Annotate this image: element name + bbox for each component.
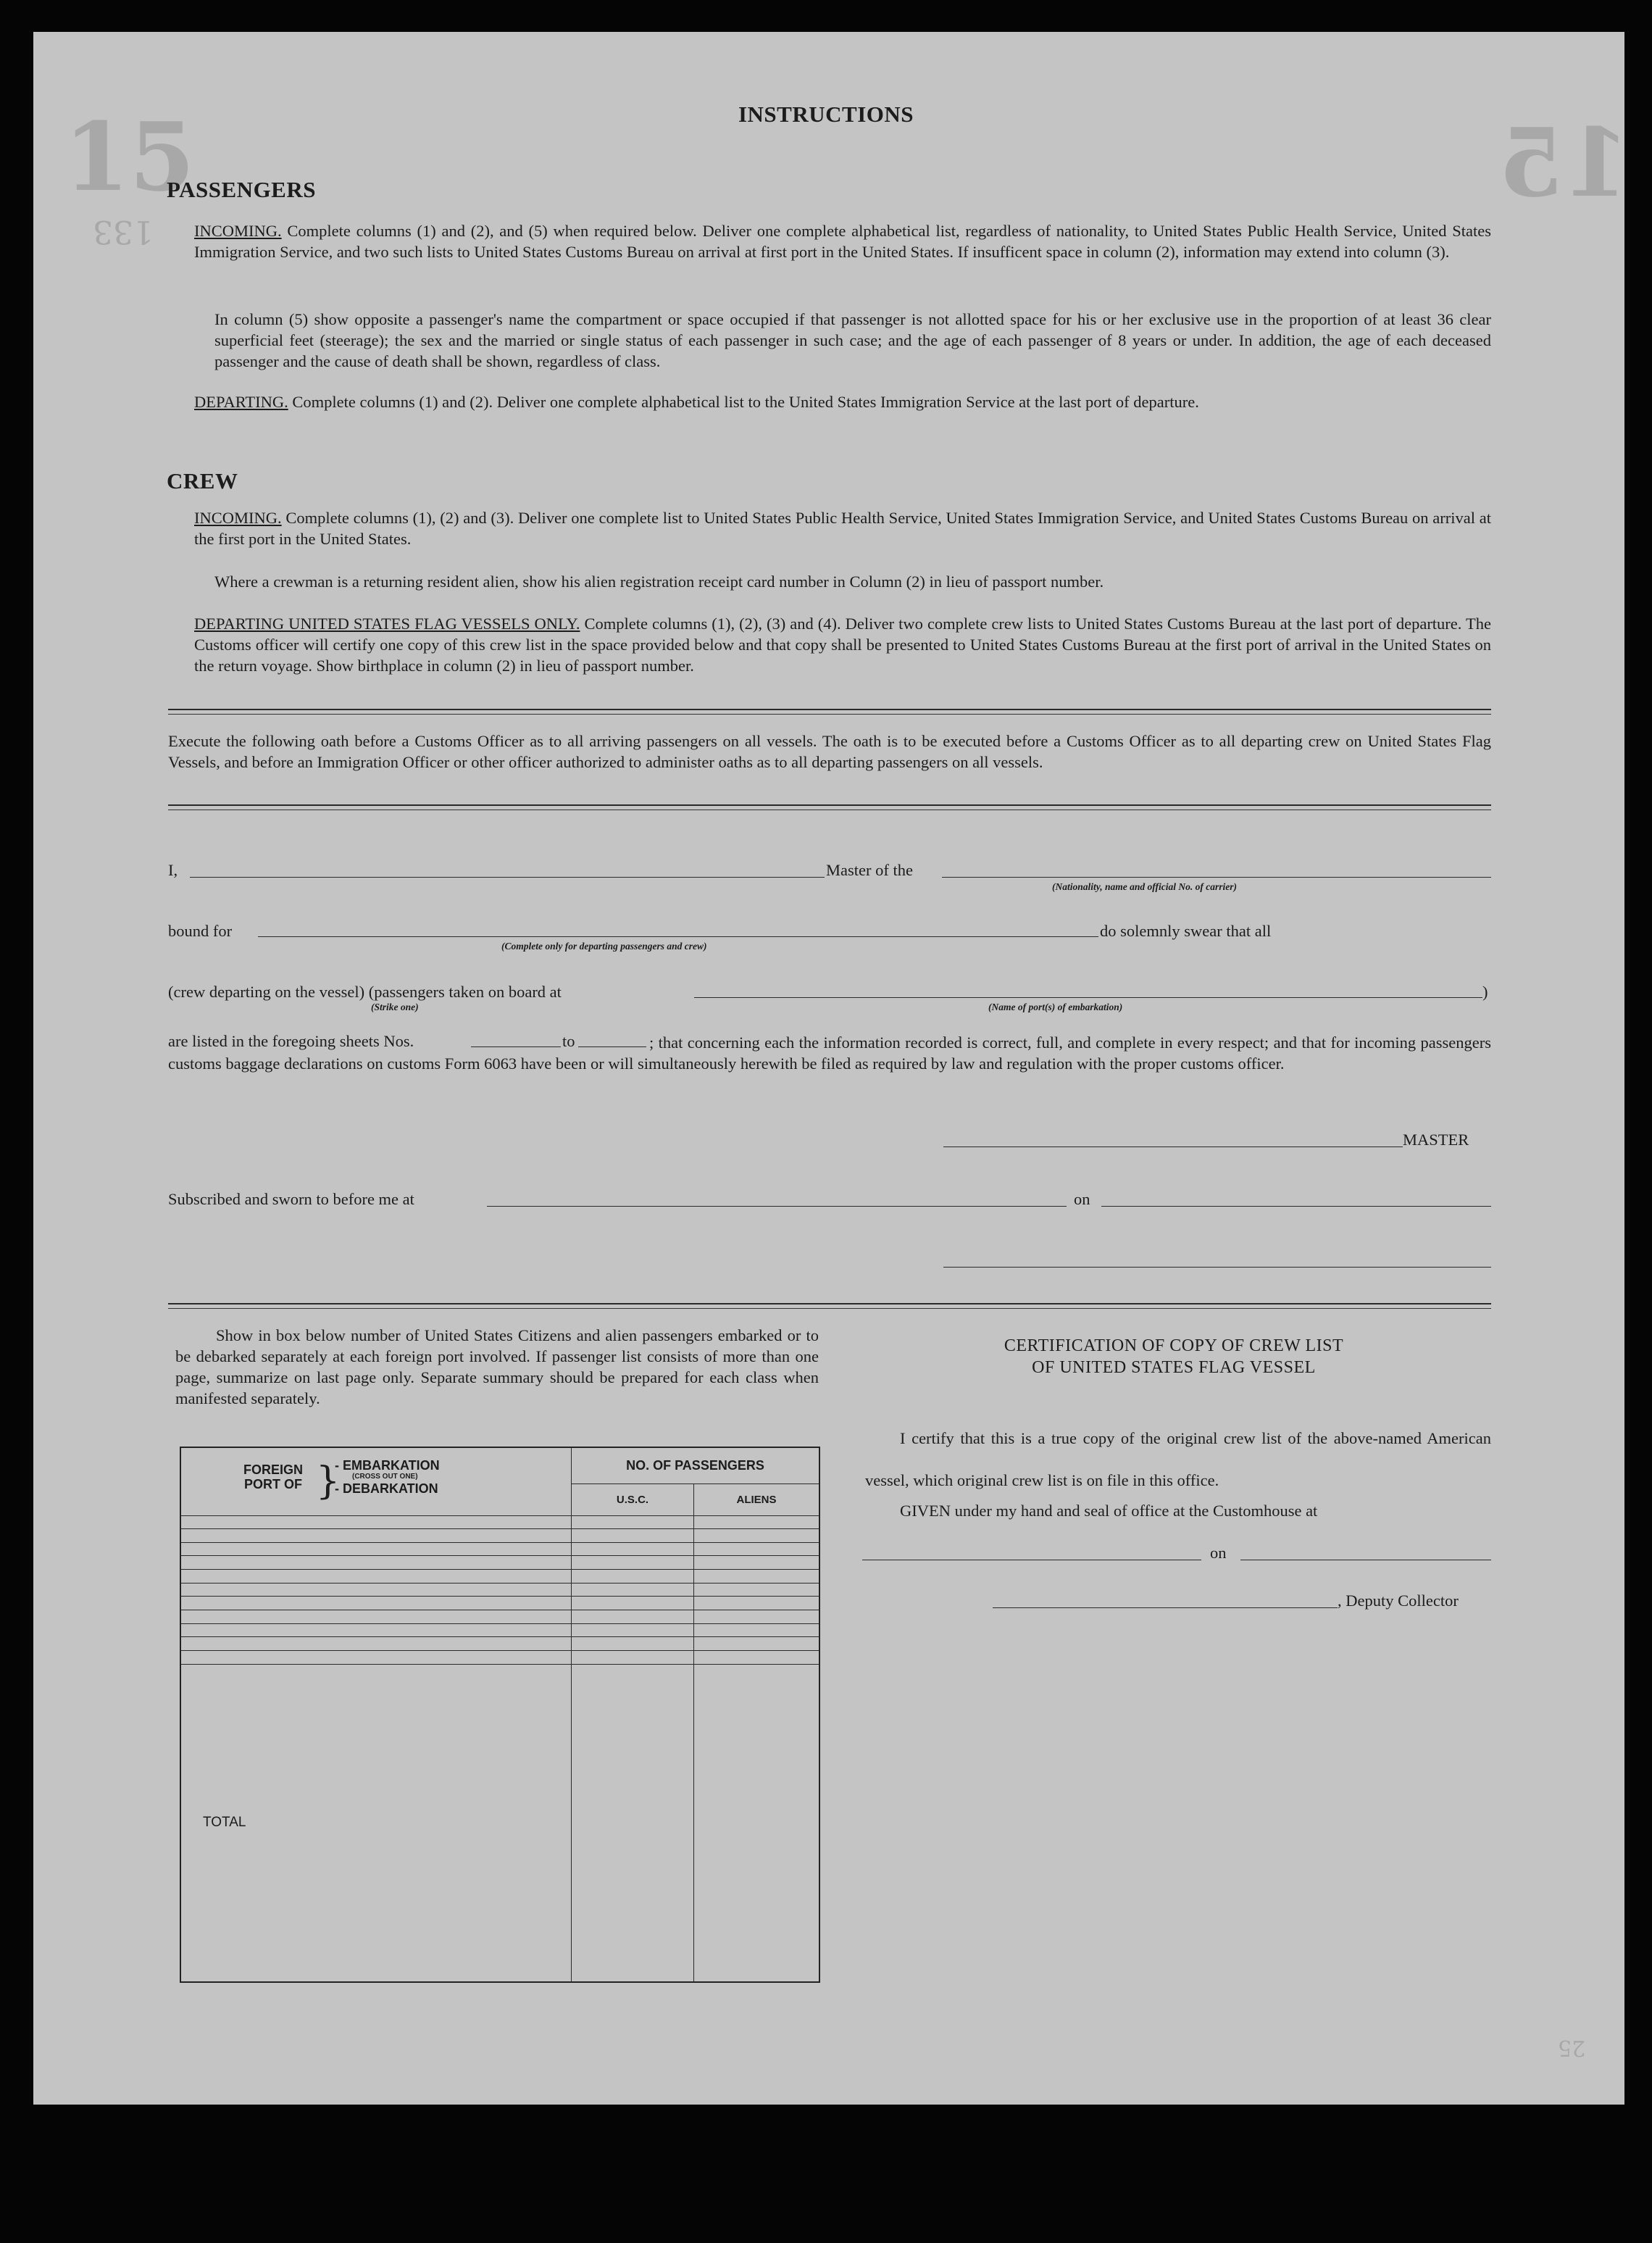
table-row	[180, 1637, 819, 1651]
aliens-cell[interactable]	[694, 1529, 820, 1543]
usc-cell[interactable]	[572, 1637, 694, 1651]
port-cell[interactable]	[180, 1623, 572, 1637]
usc-cell[interactable]	[572, 1556, 694, 1570]
port-cell[interactable]	[180, 1583, 572, 1597]
page-title: INSTRUCTIONS	[738, 101, 914, 127]
passengers-incoming-text: Complete columns (1) and (2), and (5) when required below. Deliver one complete alphabetical list, regardless of nationality, to United States Public Health Service, United States Immigration Service, and two such lists to United States Customs Bureau on arrival at first port in the United States. If insufficent space in column (2), information may extend into column (3).	[194, 222, 1492, 261]
port-cell[interactable]	[180, 1529, 572, 1543]
aliens-cell[interactable]	[694, 1623, 820, 1637]
usc-cell[interactable]	[572, 1542, 694, 1556]
crew-resident-paragraph: Where a crewman is a returning resident alien, show his alien registration receipt card number in Column (2) in lieu of passport number.	[214, 573, 1104, 591]
divider-rule	[168, 1308, 1491, 1309]
port-cell[interactable]	[180, 1610, 572, 1624]
deputy-collector-label: , Deputy Collector	[1338, 1591, 1459, 1610]
oath-listed-to: to	[562, 1032, 575, 1050]
aliens-cell[interactable]	[694, 1651, 820, 1665]
oath-i-label: I,	[168, 861, 178, 879]
certification-given-text: GIVEN under my hand and seal of office at the Customhouse at	[900, 1502, 1318, 1520]
subscribed-date-field[interactable]	[1101, 1206, 1491, 1207]
usc-header: U.S.C.	[572, 1483, 694, 1515]
table-row	[180, 1542, 819, 1556]
usc-cell[interactable]	[572, 1529, 694, 1543]
aliens-cell[interactable]	[694, 1515, 820, 1529]
subscribed-label: Subscribed and sworn to before me at	[168, 1190, 414, 1208]
divider-rule	[168, 709, 1491, 710]
divider-rule	[168, 714, 1491, 715]
oath-listed-prefix: are listed in the foregoing sheets Nos.	[168, 1032, 414, 1050]
foreign-port-header	[180, 1447, 572, 1515]
bleed-through-left-number: 15	[64, 101, 195, 212]
crew-departing-paragraph	[194, 613, 1491, 676]
oath-listed-paragraph	[168, 1032, 1491, 1074]
passenger-summary-table	[180, 1447, 820, 1983]
passengers-departing-text: Complete columns (1) and (2). Deliver one complete alphabetical list to the United States Immigration Service at the last port of departure.	[292, 393, 1199, 411]
embarkation-label: - EMBARKATION	[335, 1458, 440, 1473]
bleed-through-side-number: 133	[93, 213, 154, 250]
certification-on-label: on	[1210, 1544, 1227, 1562]
oath-swear-label: do solemnly swear that all	[1100, 922, 1272, 940]
bleed-through-corner-number: 25	[1558, 2035, 1586, 2060]
cross-out-hint: (CROSS OUT ONE)	[352, 1473, 418, 1481]
debarkation-label: - DEBARKATION	[335, 1481, 438, 1496]
oath-master-of-label: Master of the	[826, 861, 913, 879]
certification-heading-line2: OF UNITED STATES FLAG VESSEL	[1032, 1358, 1316, 1377]
oath-close-paren: )	[1482, 983, 1488, 1001]
oath-intro-paragraph: Execute the following oath before a Customs Officer as to all arriving passengers on all vessels. The oath is to be executed before a Customs Officer as to all departing crew on United States Flag Vessels, and before an Immigration Officer or other officer authorized to administer oaths as to all departing passengers on all vessels.	[168, 732, 1491, 771]
table-row	[180, 1556, 819, 1570]
certification-certify-text: I certify that this is a true copy of the original crew list of the above-named American vessel, which original crew list is on file in this office.	[865, 1429, 1491, 1489]
bound-for-hint: (Complete only for departing passengers and crew)	[501, 941, 707, 952]
usc-cell[interactable]	[572, 1583, 694, 1597]
carrier-hint: (Nationality, name and official No. of carrier)	[1052, 881, 1237, 892]
passengers-departing-paragraph	[194, 391, 1491, 412]
subscribed-on-label: on	[1074, 1190, 1090, 1208]
certification-heading	[869, 1335, 1478, 1378]
aliens-cell[interactable]	[694, 1583, 820, 1597]
total-label: TOTAL	[180, 1664, 572, 1982]
crew-departing-label: DEPARTING UNITED STATES FLAG VESSELS ONLY.	[194, 615, 580, 633]
summary-instructions: Show in box below number of United States Citizens and alien passengers embarked or to be debarked separately at each foreign port involved. If passenger list consists of more than one page, summarize on last page only. Separate summary should be prepared for each class when manifested separately.	[175, 1326, 819, 1407]
master-signature-label: MASTER	[1403, 1131, 1469, 1149]
subscribed-place-field[interactable]	[487, 1206, 1067, 1207]
usc-cell[interactable]	[572, 1515, 694, 1529]
table-row	[180, 1529, 819, 1543]
crew-incoming-label: INCOMING.	[194, 509, 282, 527]
port-cell[interactable]	[180, 1651, 572, 1665]
table-row	[180, 1610, 819, 1624]
port-cell[interactable]	[180, 1556, 572, 1570]
passengers-heading: PASSENGERS	[167, 177, 316, 202]
crew-heading: CREW	[167, 468, 238, 494]
aliens-header: ALIENS	[694, 1483, 820, 1515]
table-row	[180, 1651, 819, 1665]
crew-incoming-text: Complete columns (1), (2) and (3). Deliver one complete list to United States Public Health Service, United States Immigration Service, and United States Customs Bureau on arrival at the first port in the United States.	[194, 509, 1491, 548]
officer-signature-field[interactable]	[943, 1267, 1491, 1268]
crew-departing-text: Complete columns (1), (2), (3) and (4). Deliver two complete crew lists to United States Customs Bureau at the last port of departure. The Customs officer will certify one copy of this crew list in the space provided below and that copy shall be presented to United States Customs Bureau at the first port of arrival in the United States on the return voyage. Show birthplace in column (2) in lieu of passport number.	[194, 615, 1492, 675]
carrier-field[interactable]	[942, 877, 1491, 878]
port-cell[interactable]	[180, 1637, 572, 1651]
usc-cell[interactable]	[572, 1623, 694, 1637]
foreign-port-label: FOREIGN PORT OF	[243, 1462, 303, 1491]
aliens-cell[interactable]	[694, 1570, 820, 1584]
total-row	[180, 1664, 819, 1982]
port-cell[interactable]	[180, 1515, 572, 1529]
port-cell[interactable]	[180, 1542, 572, 1556]
aliens-cell[interactable]	[694, 1556, 820, 1570]
crew-incoming-paragraph	[194, 507, 1491, 549]
deputy-signature-field[interactable]	[993, 1607, 1338, 1608]
port-hint: (Name of port(s) of embarkation)	[988, 1002, 1123, 1012]
port-cell[interactable]	[180, 1570, 572, 1584]
table-row	[180, 1570, 819, 1584]
aliens-cell[interactable]	[694, 1610, 820, 1624]
oath-listed-text: ; that concerning each the information recorded is correct, full, and complete in every respect; and that for incoming passengers customs baggage declarations on customs Form 6063 have been or will simultaneously herewith be filed as required by law and regulation with the proper customs officer.	[168, 1033, 1491, 1073]
passengers-column5-paragraph: In column (5) show opposite a passenger's name the compartment or space occupied if that passenger is not allotted space for his or her exclusive use in the proportion of at least 36 clear superficial feet (steerage); the sex and the married or single status of each passenger in such case; and the age of each passenger of 8 years or under. In addition, the age of each deceased passenger and the cause of death shall be shown, regardless of class.	[214, 310, 1491, 370]
usc-cell[interactable]	[572, 1570, 694, 1584]
oath-crew-passengers-label: (crew departing on the vessel) (passengers taken on board at	[168, 983, 562, 1001]
certification-heading-line1: CERTIFICATION OF COPY OF CREW LIST	[1004, 1336, 1344, 1355]
master-name-field[interactable]	[190, 877, 825, 878]
table-row	[180, 1623, 819, 1637]
divider-rule	[168, 1303, 1491, 1304]
embarkation-port-field[interactable]	[694, 997, 1482, 998]
passengers-incoming-paragraph	[194, 220, 1491, 262]
bleed-through-right-number: 15	[1498, 107, 1630, 218]
passengers-departing-label: DEPARTING.	[194, 393, 288, 411]
usc-cell[interactable]	[572, 1651, 694, 1665]
passengers-incoming-label: INCOMING.	[194, 222, 282, 240]
usc-total-cell[interactable]	[572, 1664, 694, 1982]
oath-bound-for-label: bound for	[168, 922, 233, 940]
aliens-cell[interactable]	[694, 1597, 820, 1610]
port-cell[interactable]	[180, 1597, 572, 1610]
bound-for-field[interactable]	[258, 936, 1098, 937]
brace-symbol: }	[316, 1460, 341, 1503]
no-passengers-header: NO. OF PASSENGERS	[572, 1447, 820, 1483]
strike-hint: (Strike one)	[371, 1002, 419, 1012]
aliens-cell[interactable]	[694, 1637, 820, 1651]
table-row	[180, 1583, 819, 1597]
divider-rule	[168, 804, 1491, 806]
aliens-cell[interactable]	[694, 1542, 820, 1556]
table-row	[180, 1597, 819, 1610]
usc-cell[interactable]	[572, 1610, 694, 1624]
table-row	[180, 1515, 819, 1529]
aliens-total-cell[interactable]	[694, 1664, 820, 1982]
usc-cell[interactable]	[572, 1597, 694, 1610]
